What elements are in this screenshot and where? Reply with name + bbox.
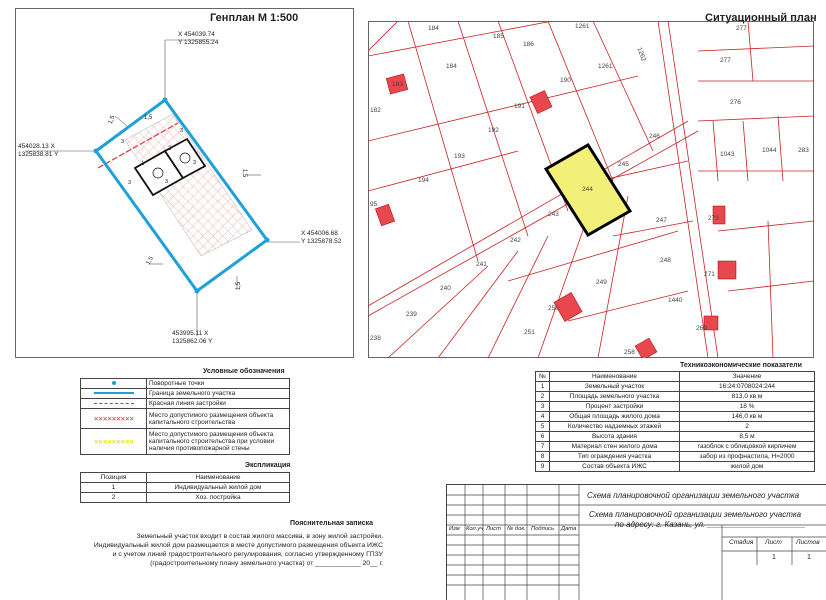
coord-ne: X 454039.74 Y 1325855.24	[178, 31, 219, 46]
lot-label: 95	[370, 201, 378, 208]
lot-label: 245	[618, 161, 629, 168]
lot-label: 183	[392, 81, 403, 88]
tech-row: 1 Земельный участок 16:24:0708024:244	[536, 382, 815, 392]
dim-label: 1,5	[236, 281, 243, 291]
note-title: Пояснительная записка	[290, 520, 374, 527]
sheets-value: 1	[807, 554, 811, 561]
lot-label: 277	[720, 57, 731, 64]
legend-row: ✕✕✕✕✕✕✕✕✕ Место допустимого размещения объекта капитального строительства	[81, 409, 290, 429]
lot-label: 249	[596, 279, 607, 286]
legend-title: Условные обозначения	[203, 368, 285, 375]
building-number: 1	[141, 161, 145, 167]
genplan-title: Генплан М 1:500	[210, 12, 299, 24]
situation-title: Ситуационный план	[705, 12, 817, 24]
legend-row: ✕✕✕✕✕✕✕✕✕ Место допустимого размещения объекта капитального строительства при условии наличия противопожарной стены	[81, 429, 290, 455]
tech-title: Техникоэкономические показатели	[680, 362, 802, 369]
legend-row: Граница земельного участка	[81, 389, 290, 399]
lot-label: 182	[370, 107, 381, 114]
lot-label: 186	[523, 41, 534, 48]
lot-label: 1261	[575, 23, 590, 30]
tech-row: 7 Материал стен жилого дома газоблок с облицовкой кирпичем	[536, 442, 815, 452]
stamp-block	[446, 484, 826, 600]
lot-label: 191	[514, 103, 525, 110]
coord-e: X 454006.68 Y 1325878.52	[301, 230, 342, 245]
lot-label: 250	[548, 305, 559, 312]
dim-label: 3	[165, 179, 169, 185]
sheet-value: 1	[772, 554, 776, 561]
lot-label-highlight: 244	[582, 186, 593, 193]
dim-label: 1,5	[144, 115, 153, 121]
dim-label: 3	[121, 139, 125, 145]
tech-row: 6 Высота здания 8,5 м	[536, 432, 815, 442]
lot-label: 243	[548, 211, 559, 218]
lot-label: 194	[418, 177, 429, 184]
lot-label: 1261	[598, 63, 613, 70]
lot-label: 239	[406, 311, 417, 318]
tech-row: 4 Общая площадь жилого дома 146,0 кв м	[536, 412, 815, 422]
genplan-drawing	[15, 8, 354, 358]
lot-label: 1043	[720, 151, 735, 158]
explication-row: 1 Индивидуальный жилой дом	[81, 483, 290, 493]
lot-label: 184	[428, 25, 439, 32]
dim-label: 3	[128, 180, 132, 186]
turn-point	[163, 98, 168, 103]
turn-point	[94, 149, 99, 154]
sheets-header: Листов	[796, 539, 820, 546]
stamp-title-1: Схема планировочной организации земельного участка	[587, 491, 800, 500]
tech-row: 2 Площадь земельного участка 813,0 кв м	[536, 392, 815, 402]
lot-label: 1440	[668, 297, 683, 304]
lot-label: 258	[624, 349, 635, 356]
lot-label: 1262	[635, 46, 647, 63]
dim-label: 1,5	[107, 115, 117, 125]
legend-row: Поворотные точки	[81, 379, 290, 389]
lot-label: 240	[440, 285, 451, 292]
tech-row: 5 Количество надземных этажей 2	[536, 422, 815, 432]
dim-label: 1,5	[241, 168, 248, 178]
coord-s: 453995.11 X 1325862.06 Y	[172, 330, 213, 345]
tech-row: 9 Состав объекта ИЖС жилой дом	[536, 462, 815, 472]
note-body: Земельный участок входит в состав жилого массива, в зону жилой застройки. Индивидуальный жилой дом размещается в месте допустимого размещения объекта ИЖС и с учетом линий градостроительного регулирования, согласно утвержденному ГПЗУ (градостроительному плану земельного участка) от ____________ 20__ г.	[93, 533, 383, 567]
explication-title: Экспликация	[245, 462, 291, 469]
tech-row: 8 Тип ограждения участка забор из профнастила, Н=2000	[536, 452, 815, 462]
lot-label: 185	[493, 33, 504, 40]
lot-label: 1044	[762, 147, 777, 154]
stage-header: Стадия	[729, 539, 754, 546]
tech-row: 3 Процент застройки 18 %	[536, 402, 815, 412]
turn-point	[195, 289, 200, 294]
dim-label: 3	[180, 128, 184, 134]
stamp-title-2: Схема планировочной организации земельного участка	[589, 510, 802, 519]
lot-label: 192	[488, 127, 499, 134]
lot-label: 238	[370, 335, 381, 342]
lot-labels	[368, 21, 814, 358]
buildable-area	[125, 114, 252, 256]
coord-w: 454028.13 X 1325838.81 Y	[18, 143, 59, 158]
stamp-col-labels: Изм Кол.уч Лист № док. Подпись Дата	[449, 526, 577, 532]
explication-row: 2 Хоз. постройка	[81, 493, 290, 503]
lot-label: 241	[476, 261, 487, 268]
dim-label: 3	[193, 160, 197, 166]
stamp-address: по адресу: г. Казань, ул. ______________________	[615, 520, 806, 529]
building-number: 2	[168, 146, 172, 152]
lot-label: 184	[446, 63, 457, 70]
lot-label: 271	[704, 271, 715, 278]
sheet-header: Лист	[765, 539, 782, 546]
turn-point	[265, 238, 270, 243]
lot-label: 190	[560, 77, 571, 84]
lot-label: 273	[708, 215, 719, 222]
legend-table	[80, 378, 290, 455]
explication-table: Позиция Наименование 1 Индивидуальный жилой дом 2 Хоз. постройка	[80, 472, 290, 503]
lot-label: 276	[730, 99, 741, 106]
lot-label: 193	[454, 153, 465, 160]
dim-label: 1,5	[145, 255, 155, 267]
lot-label: 242	[510, 237, 521, 244]
tech-table: № Наименование Значение 1 Земельный участок 16:24:0708024:244 2 Площадь земельного участка 813,0 кв м 3 Процент застройки 18 % 4 Общая площадь жилого дома 146,0 кв м 5 Количество надземных этажей 2 6 Высота здания 8,5 м 7 Материал стен жилого дома газоблок с облицовкой кирпичем 8 Тип ограждения участка забор из профнастила, Н=2000 9 Состав объекта ИЖС жилой дом	[535, 371, 815, 472]
lot-label: 247	[656, 217, 667, 224]
legend-row: Красная линия застройки	[81, 399, 290, 409]
lot-label: 283	[798, 147, 809, 154]
lot-label: 269	[696, 325, 707, 332]
lot-label: 251	[524, 329, 535, 336]
lot-label: 248	[660, 257, 671, 264]
lot-label: 246	[649, 133, 660, 140]
lot-label: 277	[736, 25, 747, 32]
